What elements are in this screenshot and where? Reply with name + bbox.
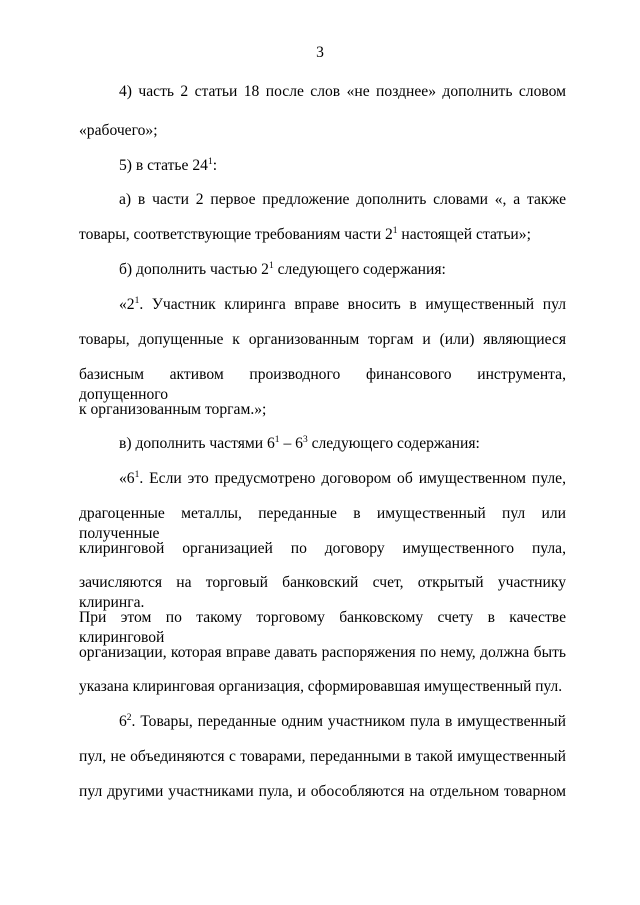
text-line: в) дополнить частями $6^1 - 6^3$ следующего содержания:: [119, 435, 480, 452]
text-line: организации, которая вправе давать распоряжения по нему, должна быть: [79, 644, 566, 661]
text-line: «$6^1$. Если это предусмотрено договором об имущественном пуле,: [119, 470, 566, 487]
text-line: пул, не объединяются с товарами, переданными в такой имущественный: [79, 748, 566, 765]
text-line: к организованным торгам.»;: [79, 401, 267, 418]
text-line: зачисляются на торговый банковский счет, открытый участнику клиринга.: [79, 574, 566, 611]
text-line: «$2^1$. Участник клиринга вправе вносить в имущественный пул: [119, 296, 566, 313]
text-line: «рабочего»;: [79, 122, 158, 139]
text-line: а) в части 2 первое предложение дополнить словами «, а также: [119, 191, 566, 208]
text-line: товары, допущенные к организованным торгам и (или) являющиеся: [79, 331, 566, 348]
text-line: указана клиринговая организация, сформировавшая имущественный пул.: [79, 678, 563, 695]
text-line: драгоценные металлы, переданные в имущественный пул или полученные: [79, 505, 566, 542]
text-line: клиринговой организацией по договору имущественного пула,: [79, 540, 566, 557]
text-line: базисным активом производного финансового инструмента, допущенного: [79, 366, 566, 403]
text-line: $6^2$. Товары, переданные одним участником пула в имущественный: [119, 713, 566, 730]
text-line: 4) часть 2 статьи 18 после слов «не позднее» дополнить словом: [119, 83, 566, 100]
text-line: 5) в статье $24^1$:: [119, 157, 218, 174]
text-line: б) дополнить частью $2^1$ следующего содержания:: [119, 261, 446, 278]
text-line: При этом по такому торговому банковскому счету в качестве клиринговой: [79, 609, 566, 646]
text-line: пул другими участниками пула, и обособляются на отдельном товарном: [79, 783, 566, 800]
text-line: товары, соответствующие требованиям части $2^1$ настоящей статьи»;: [79, 226, 531, 243]
page-number: 3: [316, 44, 324, 61]
